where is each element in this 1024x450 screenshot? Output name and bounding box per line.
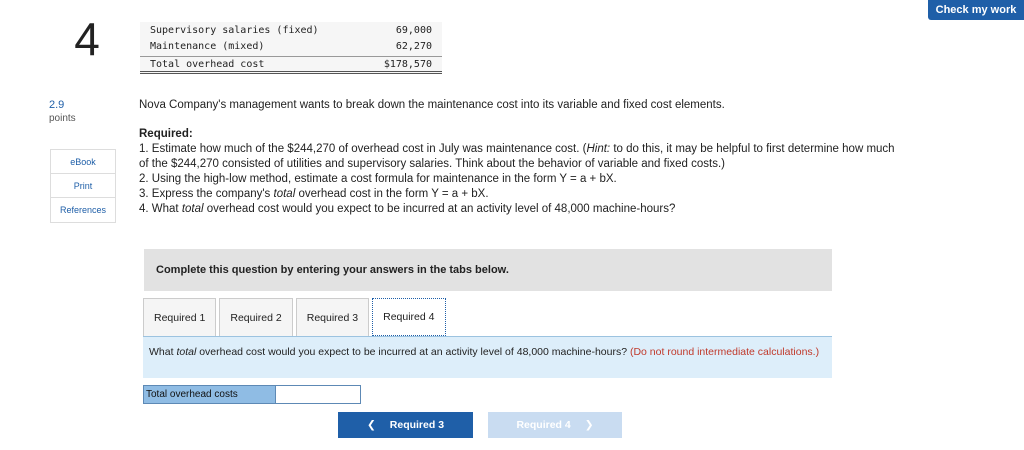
answer-row (143, 385, 361, 404)
table-row (140, 22, 442, 38)
panel-emphasis: total (176, 346, 197, 358)
table-row (140, 38, 442, 54)
instructions-bar: Complete this question by entering your answers in the tabs below. (144, 249, 832, 291)
answer-label: Total overhead costs (143, 385, 276, 404)
tab-required-2[interactable]: Required 2 (219, 298, 292, 336)
req4-text-b: overhead cost would you expect to be incurred at an activity level of 48,000 machine-hours? (203, 203, 676, 215)
req1-text-b: to do this, it may be helpful to first determine how much of the $244,270 consisted of utilities and supervisory salaries. Think about the behavior of variable and fixed costs.) (139, 143, 895, 170)
req3-text-b: overhead cost in the form Y = a + bX. (295, 188, 489, 200)
intro-text: Nova Company's management wants to break down the maintenance cost into its variable and fixed cost elements. (139, 99, 725, 111)
req1-text-a: 1. Estimate how much of the $244,270 of overhead cost in July was maintenance cost. ( (139, 143, 587, 155)
panel-text-b: overhead cost would you expect to be incurred at an activity level of 48,000 machine-hours? (196, 346, 630, 358)
rounding-hint: (Do not round intermediate calculations.) (629, 346, 820, 358)
tab-required-3[interactable]: Required 3 (296, 298, 369, 336)
required-heading: Required: (139, 128, 193, 140)
points-value: 2.9 (49, 99, 65, 111)
panel-text-a: What (149, 346, 177, 358)
check-my-work-button[interactable]: Check my work (928, 0, 1024, 20)
req3-text-a: 3. Express the company's (139, 188, 274, 200)
requirement-4 (139, 202, 899, 217)
side-links (50, 149, 116, 223)
req3-emphasis: total (273, 188, 296, 200)
prev-required-button[interactable] (338, 412, 473, 438)
print-link[interactable]: Print (51, 174, 115, 198)
row-label: Supervisory salaries (fixed) (150, 24, 319, 36)
points-label: points (49, 113, 76, 124)
req4-text-a: 4. What (139, 203, 182, 215)
chevron-right-icon: ❯ (584, 419, 594, 431)
row-amount: 62,270 (395, 40, 432, 52)
prev-label: Required 3 (389, 419, 445, 431)
total-overhead-input[interactable] (276, 385, 361, 404)
question-content (139, 98, 899, 217)
next-label: Required 4 (516, 419, 571, 431)
req4-emphasis: total (181, 203, 204, 215)
chevron-left-icon: ❮ (366, 419, 376, 431)
total-row (140, 56, 442, 74)
required-tabs (143, 298, 446, 336)
requirement-2: 2. Using the high-low method, estimate a cost formula for maintenance in the form Y = a + bX. (139, 173, 617, 185)
requirement-1 (139, 142, 899, 172)
overhead-cost-table (140, 22, 442, 74)
tab-required-1[interactable]: Required 1 (143, 298, 216, 336)
requirement-3 (139, 187, 899, 202)
total-amount: $178,570 (383, 58, 432, 70)
tab-required-4[interactable]: Required 4 (372, 298, 445, 336)
row-label: Maintenance (mixed) (150, 40, 265, 52)
references-link[interactable]: References (59, 205, 107, 215)
ebook-link[interactable]: eBook (51, 150, 115, 174)
question-panel (143, 336, 832, 378)
question-number: 4 (74, 13, 100, 65)
next-required-button[interactable] (488, 412, 622, 438)
req1-hint-label: Hint: (586, 143, 611, 155)
total-label: Total overhead cost (150, 58, 265, 70)
row-amount: 69,000 (395, 24, 432, 36)
